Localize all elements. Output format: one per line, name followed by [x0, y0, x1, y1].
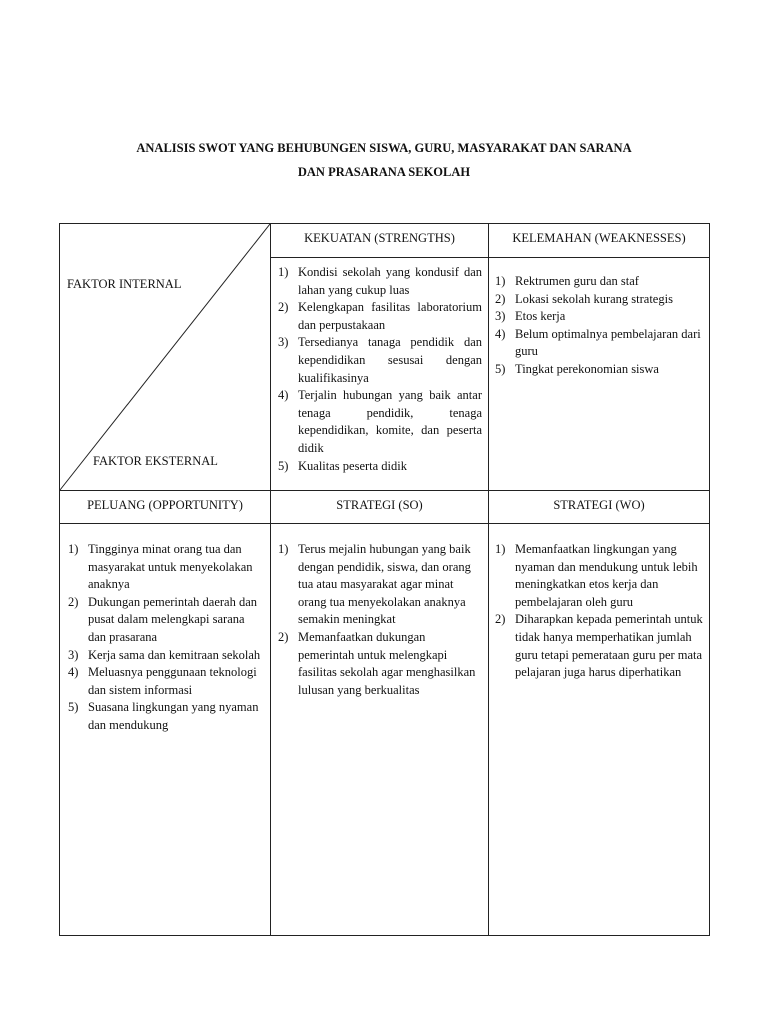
so-strategy-header: STRATEGI (SO) — [336, 498, 423, 512]
list-item-text: Kualitas peserta didik — [298, 458, 407, 473]
list-item-number: 1) — [68, 542, 79, 556]
list-item-text: Rektrumen guru dan staf — [515, 274, 639, 288]
list-item-number: 5) — [495, 361, 506, 376]
weakness-item — [495, 291, 707, 309]
list-item-number: 3) — [278, 335, 289, 350]
strengths-list — [278, 264, 482, 475]
so-strategy-item — [278, 629, 482, 699]
swot-table — [59, 223, 710, 936]
so-strategy-item — [278, 541, 482, 629]
list-item-number: 2) — [278, 629, 289, 644]
opportunity-item — [68, 664, 265, 699]
list-item-text: Tingkat perekonomian siswa — [515, 361, 659, 376]
document-title-line-2: DAN PRASARANA SEKOLAH — [297, 165, 471, 179]
list-item-text: Meluasnya penggunaan teknologi dan sistem informasi — [88, 665, 257, 697]
document-title-line-1: ANALISIS SWOT YANG BEHUBUNGEN SISWA, GURU, MASYARAKAT DAN SARANA — [136, 141, 632, 155]
weakness-item — [495, 308, 707, 326]
list-item-text: Suasana lingkungan yang nyaman dan mendukung — [88, 700, 259, 732]
strength-item — [278, 387, 482, 457]
wo-list — [495, 541, 707, 682]
faktor-eksternal-label: FAKTOR EKSTERNAL — [93, 454, 218, 468]
list-item-text: Kerja sama dan kemitraan sekolah — [88, 647, 261, 662]
wo-strategy-item — [495, 541, 707, 611]
list-item-number: 2) — [278, 300, 289, 315]
wo-strategy-header: STRATEGI (WO) — [553, 498, 645, 512]
list-item-number: 4) — [68, 665, 79, 680]
list-item-number: 1) — [278, 265, 289, 279]
strengths-header: KEKUATAN (STRENGTHS) — [304, 231, 455, 245]
weaknesses-header: KELEMAHAN (WEAKNESSES) — [512, 231, 686, 245]
opportunities-list — [68, 541, 265, 735]
list-item-text: Tersedianya tanaga pendidik dan kependidikan sesusai dengan kualifikasinya — [298, 335, 482, 385]
list-item-number: 4) — [495, 326, 506, 341]
list-item-number: 1) — [278, 542, 289, 556]
list-item-number: 2) — [495, 291, 506, 306]
strength-item — [278, 334, 482, 387]
list-item-number: 2) — [495, 612, 506, 627]
strength-item — [278, 264, 482, 299]
list-item-number: 5) — [278, 458, 289, 473]
opportunity-item — [68, 647, 265, 665]
list-item-text: Kelengkapan fasilitas laboratorium dan perpustakaan — [298, 300, 482, 332]
list-item-text: Terjalin hubungan yang baik antar tenaga pendidik, tenaga kependidikan, komite, dan peserta didik — [298, 388, 482, 455]
list-item-text: Dukungan pemerintah daerah dan pusat dalam melengkapi sarana dan prasarana — [88, 594, 258, 644]
opportunity-item — [68, 594, 265, 647]
list-item-text: Terus mejalin hubungan yang baik dengan pendidik, siswa, dan orang tua atau masyarakat agar minat orang tua menyekolakan anaknya semakin meningkat — [298, 542, 471, 627]
opportunities-cell — [68, 541, 265, 735]
header-divider — [270, 257, 709, 258]
wo-cell — [495, 541, 707, 682]
list-item-number: 5) — [68, 700, 79, 715]
list-item-text: Memanfaatkan lingkungan yang nyaman dan mendukung untuk lebih meningkatkan etos kerja dan pembelajaran oleh guru — [515, 542, 698, 609]
faktor-internal-label: FAKTOR INTERNAL — [67, 277, 182, 291]
list-item-number: 3) — [68, 647, 79, 662]
corner-diagonal-line — [60, 224, 271, 491]
weakness-item — [495, 326, 707, 361]
list-item-text: Kondisi sekolah yang kondusif dan lahan yang cukup luas — [298, 265, 482, 297]
weaknesses-cell — [495, 273, 707, 379]
strength-item — [278, 458, 482, 476]
list-item-number: 1) — [495, 274, 506, 288]
list-item-number: 1) — [495, 542, 506, 556]
list-item-text: Etos kerja — [515, 309, 566, 324]
opportunity-header: PELUANG (OPPORTUNITY) — [87, 498, 243, 512]
list-item-number: 3) — [495, 309, 506, 324]
weaknesses-list — [495, 273, 707, 379]
list-item-number: 2) — [68, 594, 79, 609]
list-item-number: 4) — [278, 388, 289, 403]
column-divider-2 — [488, 224, 489, 935]
so-list — [278, 541, 482, 699]
weakness-item — [495, 361, 707, 379]
strength-item — [278, 299, 482, 334]
list-item-text: Diharapkan kepada pemerintah untuk tidak hanya memperhatikan jumlah guru tetapi pemerataan guru per mata pelajaran juga harus diperhatikan — [515, 612, 703, 680]
list-item-text: Memanfaatkan dukungan pemerintah untuk melengkapi fasilitas sekolah agar menghasilkan lulusan yang berkualitas — [298, 629, 476, 697]
opportunity-item — [68, 541, 265, 594]
list-item-text: Lokasi sekolah kurang strategis — [515, 291, 673, 306]
list-item-text: Tingginya minat orang tua dan masyarakat untuk menyekolakan anaknya — [88, 542, 253, 592]
weakness-item — [495, 273, 707, 291]
opportunity-item — [68, 699, 265, 734]
so-cell — [278, 541, 482, 699]
strengths-cell — [278, 264, 482, 475]
list-item-text: Belum optimalnya pembelajaran dari guru — [515, 326, 701, 359]
row-divider-2 — [60, 523, 709, 524]
wo-strategy-item — [495, 611, 707, 681]
